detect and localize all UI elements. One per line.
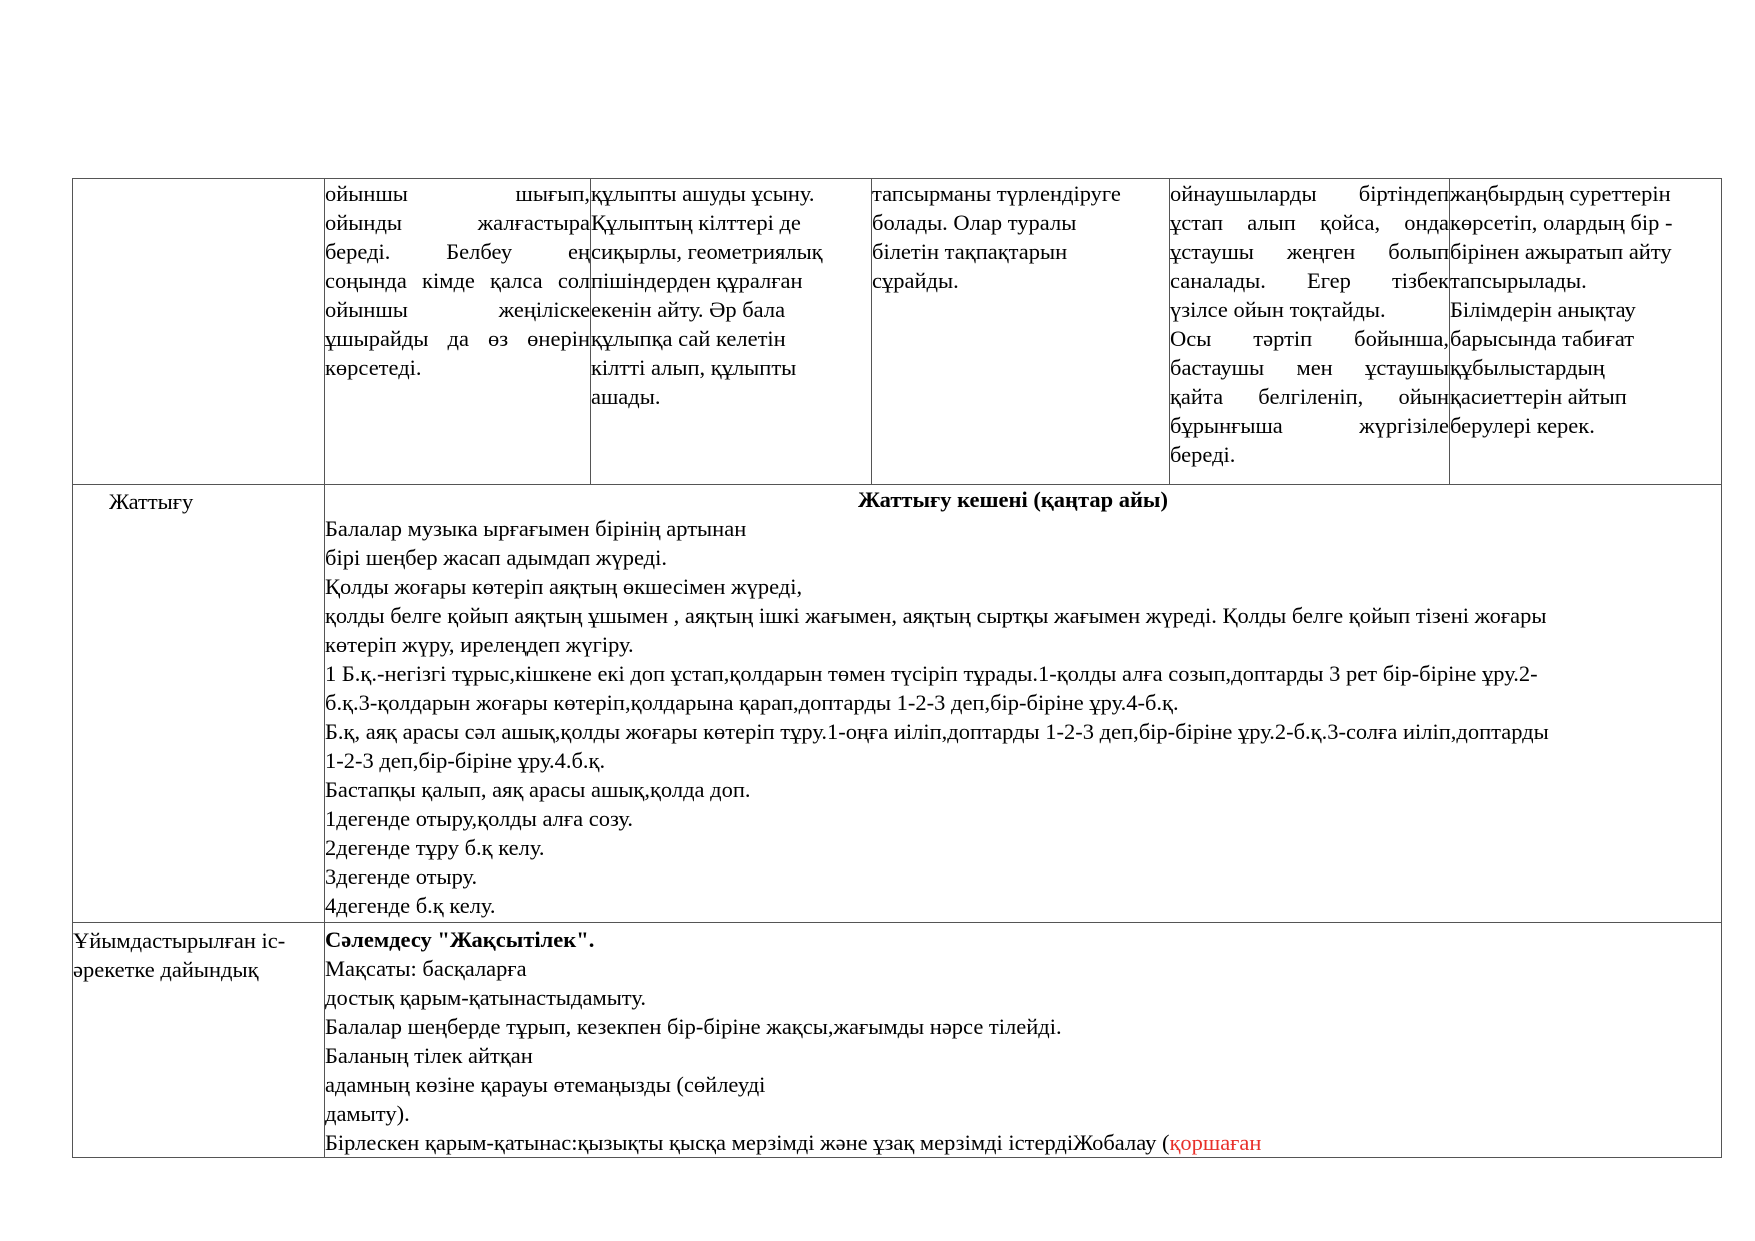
text-line: бастаушы мен ұстаушы: [1170, 355, 1449, 380]
text-line: қасиеттерін айтып: [1450, 384, 1627, 409]
text-line: екенін айту. Әр бала: [591, 297, 786, 322]
table-row-preparation: [73, 923, 1722, 1158]
game-description-cell-2: [591, 179, 872, 485]
preparation-line: Мақсаты: басқаларға: [325, 956, 527, 981]
exercise-line: 4дегенде б.қ келу.: [325, 893, 496, 918]
exercise-content-cell: [325, 485, 1722, 923]
label-line: Ұйымдастырылған іс-: [73, 928, 286, 953]
preparation-line: Балалар шеңберде тұрып, кезекпен бір-біріне жақсы,жағымды нәрсе тілейді.: [325, 1014, 1062, 1039]
text-line: тапсырманы түрлендіруге: [872, 181, 1121, 206]
exercise-line: б.қ.3-қолдарын жоғары көтеріп,қолдарына қарап,доптарды 1-2-3 деп,бір-біріне ұру.4-б.қ.: [325, 690, 1179, 715]
exercise-line: бірі шеңбер жасап адымдап жүреді.: [325, 545, 667, 570]
table-row-exercise: [73, 485, 1722, 923]
preparation-last-line: [325, 1128, 1721, 1157]
exercise-line: көтеріп жүру, ирелеңдеп жүгіру.: [325, 632, 634, 657]
text-line: құбылыстардың: [1450, 355, 1605, 380]
exercise-line: 3дегенде отыру.: [325, 864, 478, 889]
text-line: ұстап алып қойса, онда: [1170, 210, 1449, 235]
exercise-line: Қолды жоғары көтеріп аяқтың өкшесімен жүреді,: [325, 574, 803, 599]
text-line: болады. Олар туралы: [872, 210, 1077, 235]
row-label-empty: [73, 179, 325, 485]
exercise-line: Б.қ, аяқ арасы сәл ашық,қолды жоғары көтеріп тұру.1-оңға иіліп,доптарды 1-2-3 деп,бір-біріне ұру.2-б.қ.3-солға иіліп,доптарды: [325, 719, 1549, 744]
text-line: ашады.: [591, 384, 661, 409]
preparation-line: достық қарым-қатынастыдамыту.: [325, 985, 646, 1010]
exercise-line: Балалар музыка ырғағымен бірінің артынан: [325, 516, 747, 541]
text-line: құлыпқа сай келетін: [591, 326, 786, 351]
preparation-line: адамның көзіне қарауы өтемаңызды (сөйлеуді: [325, 1072, 766, 1097]
text-line: Құлыптың кілттері де: [591, 210, 801, 235]
text-line: ойынды жалғастыра: [325, 210, 590, 235]
text-line: Осы тәртіп бойынша,: [1170, 326, 1449, 351]
text-line: берулері керек.: [1450, 413, 1595, 438]
text-line: ұстаушы жеңген болып: [1170, 239, 1449, 264]
game-description-cell-4: [1170, 179, 1450, 485]
exercise-title: Жаттығу кешені (қаңтар айы): [858, 487, 1168, 512]
row-label-preparation: [73, 923, 325, 1158]
text-line: кілтті алып, құлыпты: [591, 355, 797, 380]
text-line: үзілсе ойын тоқтайды.: [1170, 297, 1386, 322]
text-line: білетін тақпақтарын: [872, 239, 1068, 264]
text-line: береді.: [1170, 442, 1236, 467]
text-line: қайта белгіленіп, ойын: [1170, 384, 1449, 409]
highlighted-word: қоршаған: [1169, 1130, 1262, 1155]
text-line: саналады. Егер тізбек: [1170, 268, 1449, 293]
text-line: бұрынғыша жүргізіле: [1170, 413, 1449, 438]
exercise-line: 1дегенде отыру,қолды алға созу.: [325, 806, 634, 831]
text-line: құлыпты ашуды ұсыну.: [591, 181, 815, 206]
text-line: ойыншы шығып,: [325, 181, 590, 206]
text-line: ойнаушыларды біртіндеп: [1170, 181, 1449, 206]
text-line: көрсетіп, олардың бір -: [1450, 210, 1673, 235]
row-label-exercise: Жаттығу: [73, 485, 325, 923]
table-row-continuation: [73, 179, 1722, 485]
text-line: ойыншы жеңіліске: [325, 297, 590, 322]
text-line: ұшырайды да өз өнерін: [325, 326, 590, 351]
preparation-line: Баланың тілек айтқан: [325, 1043, 533, 1068]
game-description-cell-1: [325, 179, 591, 485]
preparation-last-text: Бірлескен қарым-қатынас:қызықты қысқа мерзімді және ұзақ мерзімді істердіЖобалау (: [325, 1130, 1170, 1155]
plan-table: [72, 178, 1722, 1158]
greeting-title: Сәлемдесу "Жақсытілек".: [325, 927, 595, 952]
exercise-line: 2дегенде тұру б.қ келу.: [325, 835, 545, 860]
text-line: бірінен ажыратып айту: [1450, 239, 1672, 264]
text-line: сиқырлы, геометриялық: [591, 239, 823, 264]
game-description-cell-5: [1450, 179, 1722, 485]
text-line: жаңбырдың суреттерін: [1450, 181, 1671, 206]
text-line: береді. Белбеу ең: [325, 239, 590, 264]
exercise-line: Бастапқы қалып, аяқ арасы ашық,қолда доп.: [325, 777, 751, 802]
text-line: сұрайды.: [872, 268, 959, 293]
text-line: пішіндерден құралған: [591, 268, 803, 293]
exercise-line: 1 Б.қ.-негізгі тұрыс,кішкене екі доп ұстап,қолдарын төмен түсіріп тұрады.1-қолды алға созып,доптарды 3 рет бір-біріне ұру.2-: [325, 661, 1538, 686]
preparation-line: дамыту).: [325, 1101, 410, 1126]
exercise-line: қолды белге қойып аяқтың ұшымен , аяқтың ішкі жағымен, аяқтың сыртқы жағымен жүреді. Қолды белге қойып тізені жоғары: [325, 603, 1547, 628]
exercise-line: 1-2-3 деп,бір-біріне ұру.4.б.қ.: [325, 748, 606, 773]
text-line: Білімдерін анықтау: [1450, 297, 1636, 322]
text-line: соңында кімде қалса сол: [325, 268, 590, 293]
preparation-content-cell: [325, 923, 1722, 1158]
game-description-cell-3: [872, 179, 1170, 485]
text-line: барысында табиғат: [1450, 326, 1635, 351]
text-line: көрсетеді.: [325, 355, 422, 380]
label-line: әрекетке дайындық: [73, 957, 259, 982]
text-line: тапсырылады.: [1450, 268, 1587, 293]
